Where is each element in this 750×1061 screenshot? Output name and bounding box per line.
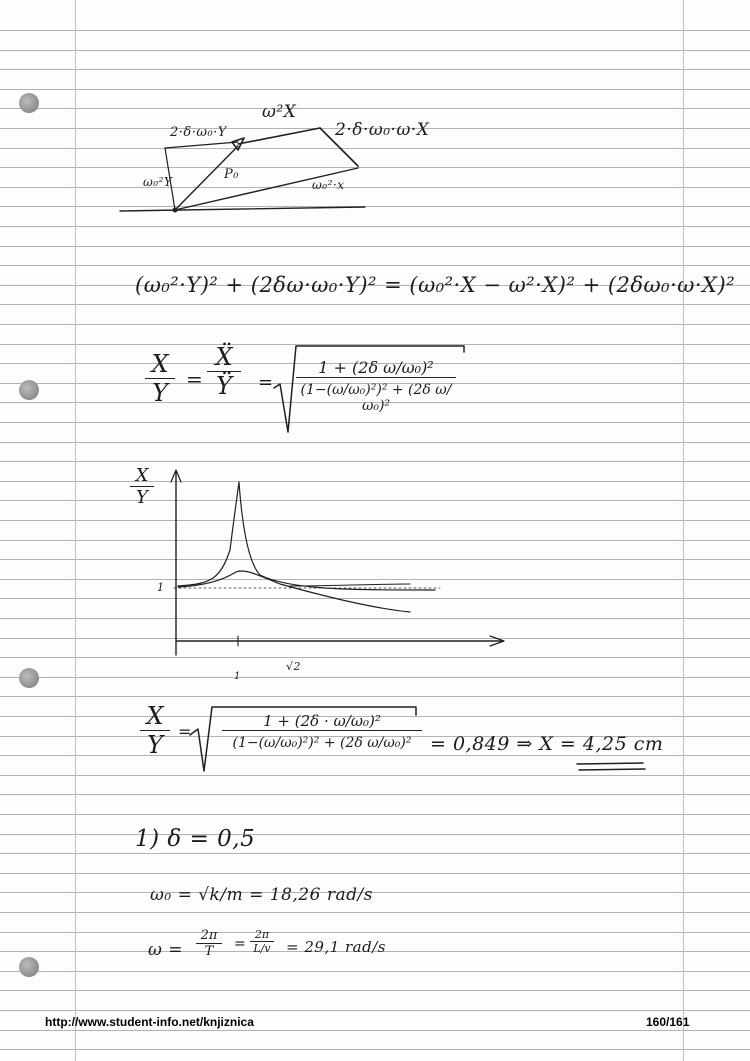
ruled-line	[0, 912, 750, 913]
graph-tick-x2-label: √2	[286, 660, 302, 673]
ruled-line	[0, 324, 750, 325]
punch-hole	[19, 668, 39, 688]
phasor-label-p0: P₀	[224, 167, 239, 182]
vector-top	[238, 128, 320, 144]
omega-frac1-num: 2π	[200, 928, 218, 943]
right-margin-line	[683, 0, 684, 1061]
punch-hole	[19, 93, 39, 113]
ruled-line	[0, 265, 750, 266]
graph-y-label-num: X	[135, 465, 149, 486]
ruled-line	[0, 89, 750, 90]
ruled-line	[0, 1049, 750, 1050]
omega-label: ω =	[148, 940, 184, 960]
ratio-mid-den: Ÿ	[207, 371, 241, 400]
ratio-radicand	[296, 358, 456, 414]
ruled-line	[0, 50, 750, 51]
punch-hole	[19, 957, 39, 977]
radicand-denominator: (1−(ω/ω₀)²)² + (2δ ω/ω₀)²	[296, 377, 456, 414]
ruled-line	[0, 304, 750, 305]
phasor-label-top: ω²X	[262, 102, 297, 122]
response-graph	[150, 460, 520, 690]
ruled-line	[0, 814, 750, 815]
radicand-numerator: 1 + (2δ ω/ω₀)²	[318, 358, 434, 377]
result-lhs-num: X	[146, 702, 164, 730]
ruled-line	[0, 30, 750, 31]
ruled-line	[0, 1010, 750, 1011]
result-lhs-den: Y	[140, 730, 170, 759]
graph-y-label-den: Y	[130, 486, 154, 508]
source-url-link[interactable]: http://www.student-info.net/knjiznica	[45, 1015, 254, 1029]
ruled-line	[0, 834, 750, 835]
equals-sign: =	[234, 936, 247, 952]
phasor-label-bottom: ω₀²·x	[312, 178, 345, 192]
omega0-line: ω₀ = √k/m = 18,26 rad/s	[150, 885, 373, 905]
ruled-line	[0, 442, 750, 443]
ruled-line	[0, 69, 750, 70]
graph-tick-x1-label: 1	[234, 671, 241, 682]
equals-sign: =	[186, 367, 204, 391]
graph-tick-y-label: 1	[157, 581, 165, 594]
ruled-line	[0, 1030, 750, 1031]
ratio-mid	[207, 343, 241, 400]
punch-hole	[19, 380, 39, 400]
result-value: = 0,849 ⇒ X = 4,25 cm	[430, 733, 664, 755]
phasor-label-y: ω₀²Y	[143, 175, 173, 189]
ruled-line	[0, 932, 750, 933]
ruled-line	[0, 990, 750, 991]
result-radicand-numerator: 1 + (2δ · ω/ω₀)²	[263, 712, 381, 730]
equals-sign: =	[258, 372, 274, 393]
result-radicand-denominator: (1−(ω/ω₀)²)² + (2δ ω/ω₀)²	[222, 730, 422, 751]
energy-equation: (ω₀²·Y)² + (2δω·ω₀·Y)² = (ω₀²·X − ω²·X)² + (2δω₀·ω·X)²	[135, 273, 736, 297]
ruled-line	[0, 696, 750, 697]
left-margin-line	[75, 0, 76, 1061]
baseline	[120, 207, 365, 211]
result-radicand	[222, 712, 422, 751]
ruled-line	[0, 853, 750, 854]
ruled-line	[0, 226, 750, 227]
result-underline	[575, 760, 650, 776]
phasor-label-left: 2·δ·ω₀·Y	[170, 125, 227, 140]
phasor-label-right: 2·δ·ω₀·ω·X	[335, 120, 430, 140]
ruled-line	[0, 246, 750, 247]
ratio-lhs-num: X	[151, 350, 169, 378]
curve-flat	[290, 584, 410, 586]
page-number: 160/161	[646, 1015, 690, 1029]
ratio-mid-num: Ẍ	[215, 343, 233, 371]
ruled-line	[0, 794, 750, 795]
omega-frac2-den: L/v	[250, 941, 274, 955]
curve-high-damping	[178, 571, 410, 612]
ratio-lhs	[145, 350, 175, 407]
ratio-lhs-den: Y	[145, 378, 175, 407]
ruled-line	[0, 971, 750, 972]
omega-value: = 29,1 rad/s	[286, 938, 386, 956]
omega-frac2	[250, 928, 274, 955]
origin-dot	[173, 208, 178, 213]
omega-frac1	[196, 928, 222, 959]
equals-sign: =	[178, 722, 192, 741]
result-lhs	[140, 702, 170, 759]
vector-top-left	[165, 142, 238, 148]
ruled-line	[0, 873, 750, 874]
omega-frac1-den: T	[196, 943, 222, 959]
ruled-line	[0, 892, 750, 893]
curve-low-damping	[178, 482, 435, 590]
case-heading: 1) δ = 0,5	[135, 826, 256, 852]
omega-frac2-num: 2π	[254, 928, 270, 941]
